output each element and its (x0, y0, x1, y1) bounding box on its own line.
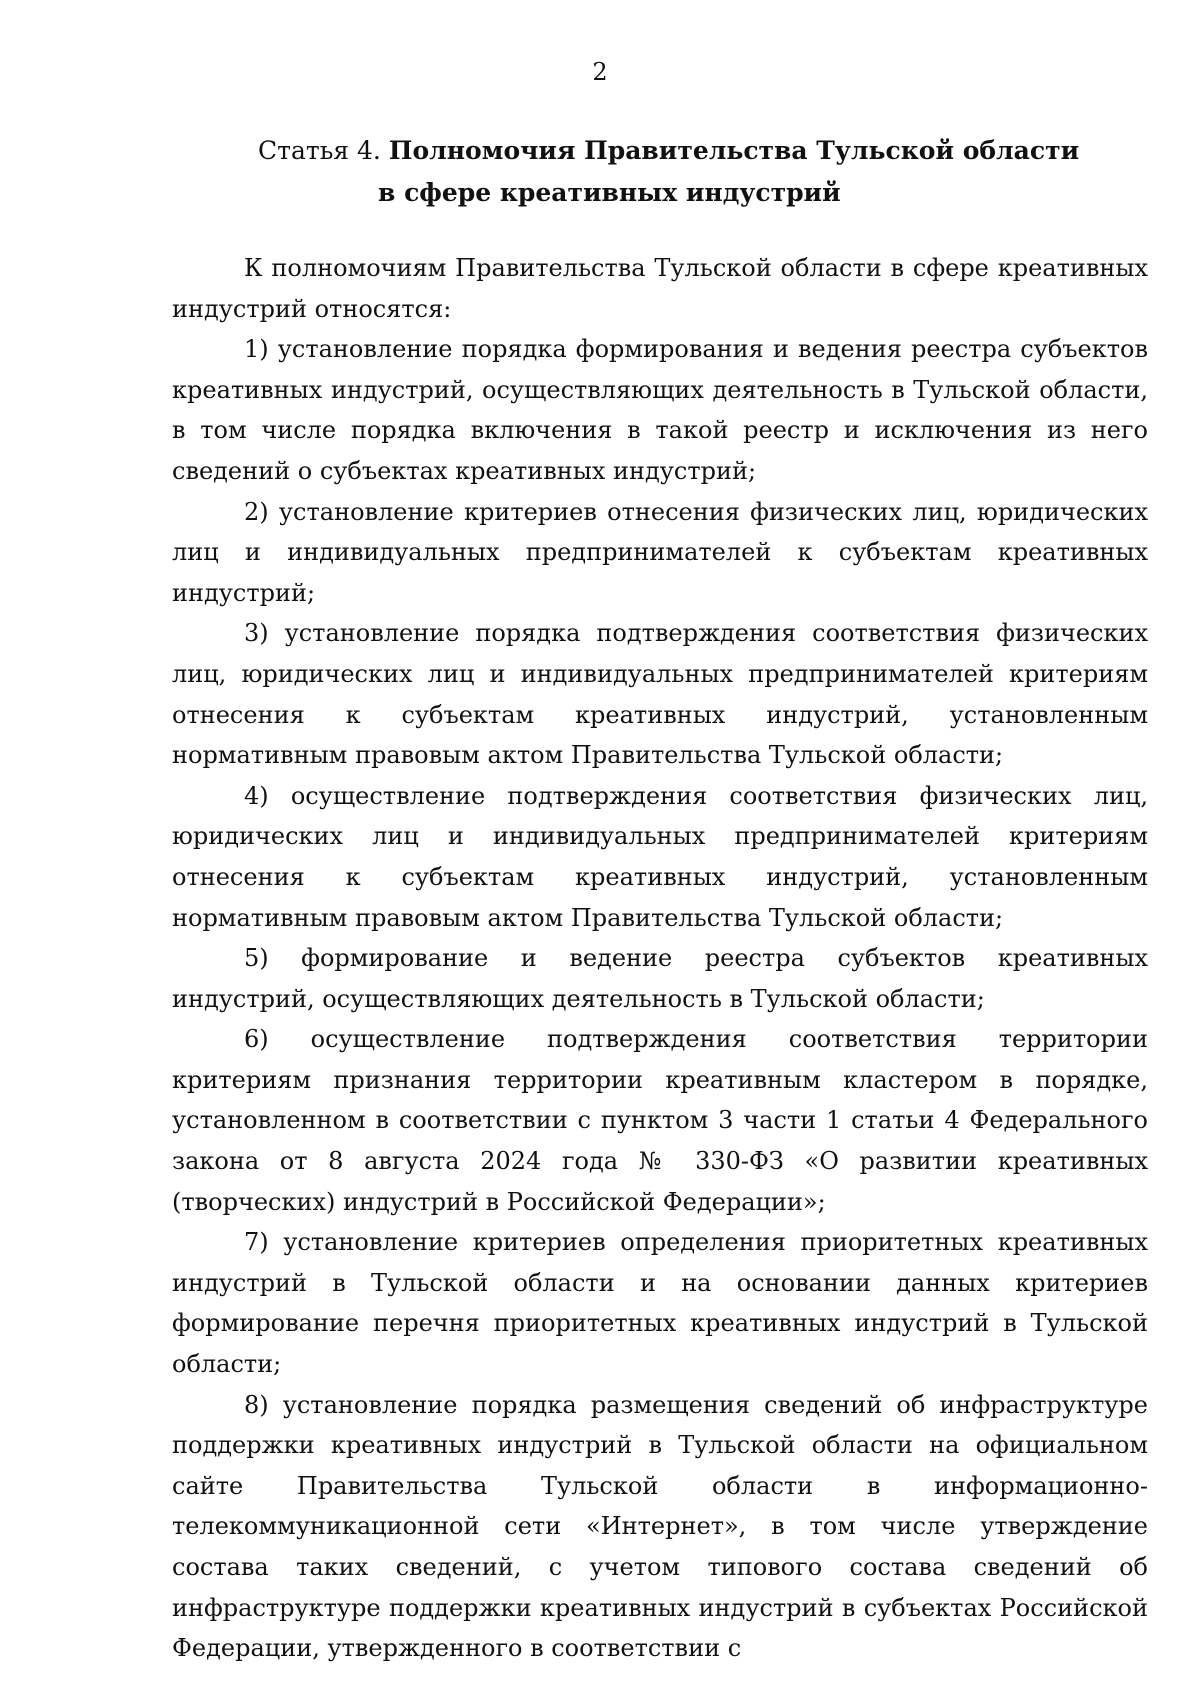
list-item: 2) установление критериев отнесения физических лиц, юридических лиц и индивидуальных предпринимателей к субъектам креативных индустрий; (172, 497, 1148, 607)
article-prefix: Статья 4. (258, 136, 381, 165)
article-title-part1: Полномочия Правительства Тульской области (388, 136, 1080, 165)
article-body (172, 248, 1148, 1669)
list-item: 3) установление порядка подтверждения соответствия физических лиц, юридических лиц и индивидуальных предпринимателей критериям отнесения к субъектам креативных индустрий, установленным нормативным правовым актом Правительства Тульской области; (172, 619, 1148, 770)
page-number: 2 (592, 58, 608, 86)
list-item: 1) установление порядка формирования и ведения реестра субъектов креативных индустрий, осуществляющих деятельность в Тульской области, в том числе порядка включения в такой реестр и исключения из него сведений о субъектах креативных индустрий; (172, 335, 1148, 485)
list-item: 7) установление критериев определения приоритетных креативных индустрий в Тульской области и на основании данных критериев формирование перечня приоритетных креативных индустрий в Тульской области; (172, 1228, 1148, 1379)
list-item: 5) формирование и ведение реестра субъектов креативных индустрий, осуществляющих деятельность в Тульской области; (172, 944, 1148, 1013)
article-heading-line1 (0, 130, 1200, 172)
article-intro: К полномочиям Правительства Тульской области в сфере креативных индустрий относятся: (172, 254, 1148, 323)
article-heading (0, 130, 1200, 214)
list-item: 6) осуществление подтверждения соответствия территории критериям признания территории креативным кластером в порядке, установленном в соответствии с пунктом 3 части 1 статьи 4 Федерального закона от 8 августа 2024 года № 330-ФЗ «О развитии креативных (творческих) индустрий в Российской Федерации»; (172, 1025, 1148, 1216)
article-title-part2: в сфере креативных индустрий (378, 178, 841, 207)
list-item: 8) установление порядка размещения сведений об инфраструктуре поддержки креативных индустрий в Тульской области на официальном сайте Правительства Тульской области в информационно-телекоммуникационной сети «Интернет», в том числе утверждение состава таких сведений, с учетом типового состава сведений об инфраструктуре поддержки креативных индустрий в субъектах Российской Федерации, утвержденного в соответствии с (172, 1390, 1148, 1663)
list-item: 4) осуществление подтверждения соответствия физических лиц, юридических лиц и индивидуальных предпринимателей критериям отнесения к субъектам креативных индустрий, установленным нормативным правовым актом Правительства Тульской области; (172, 781, 1148, 932)
